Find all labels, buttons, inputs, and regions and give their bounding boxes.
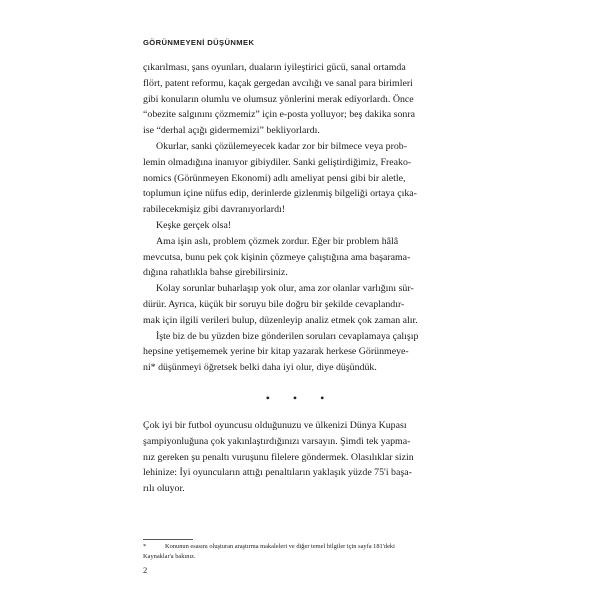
page-number: 2: [143, 565, 148, 575]
footnote-rule: [143, 539, 193, 540]
text-line: Ama işin aslı, problem çözmek zordur. Eğer bir problem hâlâ: [156, 235, 399, 247]
footnote-text: Konunun esasını oluşturan araştırma makaleleri ve diğer temel bilgiler için sayfa 181'deki: [165, 543, 395, 550]
text-line: toplumun içine nüfus edip, derinlerde gizlenmiş bilgeliği ortaya çıka-: [143, 188, 417, 200]
section-separator: • • •: [265, 391, 335, 405]
text-line: şampiyonluğuna çok yakınlaştırdığınızı varsayın. Şimdi tek yapma-: [143, 435, 411, 447]
text-line: dığına rahatlıkla bahse girebilirsiniz.: [143, 267, 288, 279]
text-line: çıkarılması, şans oyunları, duaların iyileştirici gücü, sanal ortamda: [143, 62, 406, 73]
text-line: nız gereken şu penaltı vuruşunu filelere göndermek. Olasılıklar sizin: [143, 451, 414, 463]
text-line: rılı oluyor.: [143, 483, 185, 495]
body-text-block-2: [143, 418, 463, 497]
text-line: lemin olmadığına inanıyor gibiydiler. Sanki geliştirdiğimiz, Freako-: [143, 156, 412, 168]
text-line: ise “derhal açığı gidermemizi” bekliyorlardı.: [143, 125, 320, 137]
text-line: Okurlar, sanki çözülemeyecek kadar zor bir bilmece veya prob-: [156, 140, 408, 152]
text-line: hepsine yetişememek yerine bir kitap yazarak herkese Görünmeye-: [143, 346, 409, 358]
text-line: mak için ilgili verileri bulup, düzenleyip analiz etmek çok zaman alır.: [143, 314, 418, 326]
text-line: mevcutsa, bunu pek çok kişinin çözmeye çalıştığına ama başarama-: [143, 251, 411, 263]
text-line: ni* düşünmeyi öğretsek belki daha iyi olur, diye düşündük.: [143, 362, 377, 374]
footnote-text: Kaynaklar'a bakınız.: [143, 552, 196, 560]
text-line: dürür. Ayrıca, küçük bir soruyu bile doğru bir şekilde cevaplandır-: [143, 298, 405, 310]
footnote: [143, 542, 473, 561]
text-line: flört, patent reformu, kaçak gergedan avcılığı ve sanal para birimleri: [143, 77, 413, 89]
text-line: Kolay sorunlar buharlaşıp yok olur, ama zor olanlar varlığını sür-: [156, 283, 414, 295]
running-header: GÖRÜNMEYENİ DÜŞÜNMEK: [143, 38, 255, 47]
text-line: Çok iyi bir futbol oyuncusu olduğunuzu ve ülkenizi Dünya Kupası: [143, 420, 407, 431]
body-text-block-1: [143, 60, 463, 376]
text-line: “obezite salgınını çözmemiz” için e-posta yolluyor; beş dakika sonra: [143, 109, 416, 121]
text-line: gibi konuların olumlu ve olumsuz yönlerini merak ediyorlardı. Önce: [143, 93, 414, 105]
text-line: lehinize: İyi oyuncuların attığı penaltıların yaklaşık yüzde 75'i başa-: [143, 467, 412, 479]
footnote-marker: *: [143, 543, 147, 550]
text-line: nomics (Görünmeyen Ekonomi) adlı ameliyat pensi gibi bir aletle,: [143, 172, 406, 184]
text-line: Keşke gerçek olsa!: [156, 219, 232, 231]
text-line: rabilecekmişiz gibi davranıyorlardı!: [143, 204, 286, 216]
text-line: İşte biz de bu yüzden bize gönderilen soruları cevaplamaya çalışıp: [156, 330, 419, 342]
